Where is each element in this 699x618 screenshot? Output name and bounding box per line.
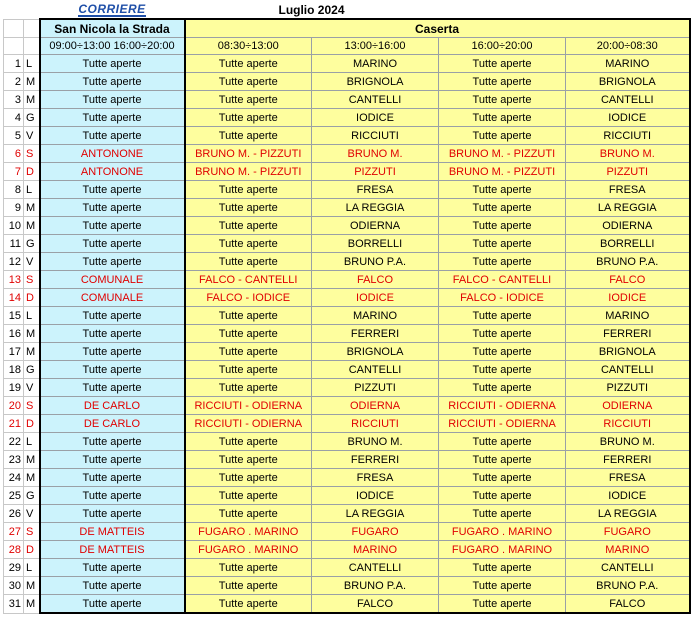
san-nicola-cell[interactable]: DE MATTEIS xyxy=(40,541,185,559)
title-row xyxy=(4,2,690,19)
day-letter[interactable]: G xyxy=(24,235,40,253)
table-row xyxy=(4,307,690,325)
caserta-cell-4[interactable]: MARINO xyxy=(566,541,690,559)
day-letter[interactable]: G xyxy=(24,109,40,127)
caserta-cell-4[interactable]: BRUNO M. xyxy=(566,433,690,451)
day-number[interactable]: 23 xyxy=(4,451,24,469)
day-number[interactable]: 20 xyxy=(4,397,24,415)
caserta-cell-4[interactable]: RICCIUTI xyxy=(566,415,690,433)
caserta-cell-4[interactable]: FERRERI xyxy=(566,325,690,343)
day-number[interactable]: 27 xyxy=(4,523,24,541)
caserta-cell-3[interactable]: Tutte aperte xyxy=(439,577,566,595)
caserta-cell-3[interactable]: FALCO - IODICE xyxy=(439,289,566,307)
caserta-cell-4[interactable]: BORRELLI xyxy=(566,235,690,253)
day-number[interactable]: 13 xyxy=(4,271,24,289)
san-nicola-cell[interactable]: Tutte aperte xyxy=(40,181,185,199)
caserta-cell-3[interactable]: Tutte aperte xyxy=(439,505,566,523)
caserta-cell-4[interactable]: PIZZUTI xyxy=(566,379,690,397)
day-letter[interactable]: V xyxy=(24,505,40,523)
caserta-cell-3[interactable]: Tutte aperte xyxy=(439,595,566,614)
caserta-cell-2[interactable]: FALCO xyxy=(312,595,439,614)
day-number[interactable]: 4 xyxy=(4,109,24,127)
caserta-cell-2[interactable]: CANTELLI xyxy=(312,91,439,109)
shift-san-nicola[interactable]: 09:00÷13:00 16:00÷20:00 xyxy=(40,38,185,55)
san-nicola-cell[interactable]: Tutte aperte xyxy=(40,451,185,469)
caserta-cell-2[interactable]: BRUNO M. xyxy=(312,145,439,163)
day-number[interactable]: 16 xyxy=(4,325,24,343)
caserta-cell-3[interactable]: BRUNO M. - PIZZUTI xyxy=(439,145,566,163)
caserta-cell-1[interactable]: Tutte aperte xyxy=(185,343,312,361)
day-number[interactable]: 3 xyxy=(4,91,24,109)
caserta-cell-3[interactable]: Tutte aperte xyxy=(439,109,566,127)
caserta-cell-2[interactable]: FERRERI xyxy=(312,451,439,469)
caserta-cell-1[interactable]: FUGARO . MARINO xyxy=(185,523,312,541)
caserta-cell-1[interactable]: Tutte aperte xyxy=(185,325,312,343)
caserta-cell-2[interactable]: BRIGNOLA xyxy=(312,73,439,91)
table-row xyxy=(4,577,690,595)
day-letter[interactable]: M xyxy=(24,469,40,487)
location-row xyxy=(4,19,690,38)
table-row xyxy=(4,235,690,253)
san-nicola-cell[interactable]: Tutte aperte xyxy=(40,235,185,253)
san-nicola-cell[interactable]: Tutte aperte xyxy=(40,253,185,271)
caserta-cell-3[interactable]: FALCO - CANTELLI xyxy=(439,271,566,289)
day-letter[interactable]: M xyxy=(24,325,40,343)
caserta-cell-1[interactable]: Tutte aperte xyxy=(185,577,312,595)
day-letter[interactable]: V xyxy=(24,127,40,145)
caserta-cell-2[interactable]: CANTELLI xyxy=(312,559,439,577)
table-row xyxy=(4,523,690,541)
caserta-cell-4[interactable]: FRESA xyxy=(566,181,690,199)
caserta-cell-2[interactable]: RICCIUTI xyxy=(312,127,439,145)
caserta-cell-1[interactable]: Tutte aperte xyxy=(185,451,312,469)
day-letter[interactable]: D xyxy=(24,415,40,433)
corriere-logo: CORRIERE xyxy=(78,2,146,16)
caserta-cell-3[interactable]: Tutte aperte xyxy=(439,217,566,235)
table-row xyxy=(4,397,690,415)
day-letter[interactable]: S xyxy=(24,523,40,541)
day-letter[interactable]: M xyxy=(24,91,40,109)
caserta-cell-1[interactable]: FALCO - CANTELLI xyxy=(185,271,312,289)
caserta-cell-4[interactable]: ODIERNA xyxy=(566,217,690,235)
caserta-cell-2[interactable]: IODICE xyxy=(312,487,439,505)
day-letter[interactable]: M xyxy=(24,217,40,235)
location-san-nicola[interactable]: San Nicola la Strada xyxy=(40,19,185,38)
day-letter[interactable]: L xyxy=(24,559,40,577)
caserta-cell-2[interactable]: LA REGGIA xyxy=(312,505,439,523)
caserta-cell-4[interactable]: CANTELLI xyxy=(566,91,690,109)
day-number[interactable]: 18 xyxy=(4,361,24,379)
caserta-cell-3[interactable]: Tutte aperte xyxy=(439,487,566,505)
caserta-cell-2[interactable]: ODIERNA xyxy=(312,217,439,235)
day-letter[interactable]: S xyxy=(24,145,40,163)
day-number[interactable]: 11 xyxy=(4,235,24,253)
table-row xyxy=(4,163,690,181)
day-number[interactable]: 6 xyxy=(4,145,24,163)
san-nicola-cell[interactable]: Tutte aperte xyxy=(40,469,185,487)
caserta-cell-2[interactable]: FALCO xyxy=(312,271,439,289)
day-letter[interactable]: D xyxy=(24,541,40,559)
day-letter[interactable]: G xyxy=(24,487,40,505)
day-letter[interactable]: M xyxy=(24,73,40,91)
caserta-cell-2[interactable]: BRIGNOLA xyxy=(312,343,439,361)
table-row xyxy=(4,541,690,559)
day-number[interactable]: 1 xyxy=(4,55,24,73)
shift-table xyxy=(3,2,691,614)
caserta-cell-1[interactable]: Tutte aperte xyxy=(185,109,312,127)
san-nicola-cell[interactable]: Tutte aperte xyxy=(40,577,185,595)
san-nicola-cell[interactable]: Tutte aperte xyxy=(40,127,185,145)
day-letter[interactable]: M xyxy=(24,577,40,595)
caserta-cell-2[interactable]: MARINO xyxy=(312,307,439,325)
caserta-cell-1[interactable]: FUGARO . MARINO xyxy=(185,541,312,559)
day-letter[interactable]: L xyxy=(24,181,40,199)
day-letter[interactable]: G xyxy=(24,361,40,379)
day-number[interactable]: 2 xyxy=(4,73,24,91)
caserta-cell-4[interactable]: MARINO xyxy=(566,307,690,325)
caserta-cell-4[interactable]: FALCO xyxy=(566,595,690,614)
day-letter[interactable]: D xyxy=(24,163,40,181)
table-row xyxy=(4,199,690,217)
day-letter[interactable]: M xyxy=(24,199,40,217)
caserta-cell-3[interactable]: Tutte aperte xyxy=(439,253,566,271)
caserta-cell-1[interactable]: Tutte aperte xyxy=(185,127,312,145)
caserta-cell-1[interactable]: Tutte aperte xyxy=(185,55,312,73)
san-nicola-cell[interactable]: Tutte aperte xyxy=(40,361,185,379)
caserta-cell-3[interactable]: Tutte aperte xyxy=(439,235,566,253)
day-letter[interactable]: M xyxy=(24,595,40,614)
day-number[interactable]: 29 xyxy=(4,559,24,577)
table-row xyxy=(4,559,690,577)
table-row xyxy=(4,343,690,361)
san-nicola-cell[interactable]: Tutte aperte xyxy=(40,433,185,451)
day-letter[interactable]: D xyxy=(24,289,40,307)
table-row xyxy=(4,505,690,523)
caserta-cell-1[interactable]: RICCIUTI - ODIERNA xyxy=(185,415,312,433)
shift-caserta-1[interactable]: 08:30÷13:00 xyxy=(185,38,312,55)
caserta-cell-4[interactable]: RICCIUTI xyxy=(566,127,690,145)
table-row xyxy=(4,325,690,343)
caserta-cell-3[interactable]: Tutte aperte xyxy=(439,361,566,379)
caserta-cell-4[interactable]: CANTELLI xyxy=(566,559,690,577)
caserta-cell-1[interactable]: Tutte aperte xyxy=(185,235,312,253)
shift-caserta-4[interactable]: 20:00÷08:30 xyxy=(566,38,690,55)
caserta-cell-4[interactable]: MARINO xyxy=(566,55,690,73)
shift-caserta-3[interactable]: 16:00÷20:00 xyxy=(439,38,566,55)
caserta-cell-4[interactable]: LA REGGIA xyxy=(566,505,690,523)
day-number[interactable]: 24 xyxy=(4,469,24,487)
day-letter[interactable]: L xyxy=(24,55,40,73)
table-row xyxy=(4,415,690,433)
shift-caserta-2[interactable]: 13:00÷16:00 xyxy=(312,38,439,55)
caserta-cell-2[interactable]: ODIERNA xyxy=(312,397,439,415)
san-nicola-cell[interactable]: Tutte aperte xyxy=(40,91,185,109)
caserta-cell-3[interactable]: Tutte aperte xyxy=(439,73,566,91)
caserta-cell-1[interactable]: FALCO - IODICE xyxy=(185,289,312,307)
table-row xyxy=(4,55,690,73)
caserta-cell-4[interactable]: FRESA xyxy=(566,469,690,487)
caserta-cell-1[interactable]: Tutte aperte xyxy=(185,505,312,523)
location-caserta[interactable]: Caserta xyxy=(185,19,690,38)
san-nicola-cell[interactable]: Tutte aperte xyxy=(40,559,185,577)
caserta-cell-1[interactable]: Tutte aperte xyxy=(185,253,312,271)
table-row xyxy=(4,487,690,505)
caserta-cell-4[interactable]: BRUNO P.A. xyxy=(566,253,690,271)
table-row xyxy=(4,145,690,163)
caserta-cell-3[interactable]: RICCIUTI - ODIERNA xyxy=(439,397,566,415)
table-row xyxy=(4,253,690,271)
day-letter[interactable]: L xyxy=(24,307,40,325)
caserta-cell-4[interactable]: IODICE xyxy=(566,289,690,307)
day-number[interactable]: 14 xyxy=(4,289,24,307)
san-nicola-cell[interactable]: Tutte aperte xyxy=(40,217,185,235)
caserta-cell-2[interactable]: PIZZUTI xyxy=(312,379,439,397)
table-row xyxy=(4,91,690,109)
san-nicola-cell[interactable]: DE CARLO xyxy=(40,397,185,415)
day-letter[interactable]: S xyxy=(24,271,40,289)
caserta-cell-1[interactable]: Tutte aperte xyxy=(185,361,312,379)
table-row xyxy=(4,271,690,289)
day-number[interactable]: 31 xyxy=(4,595,24,614)
caserta-cell-2[interactable]: LA REGGIA xyxy=(312,199,439,217)
caserta-cell-4[interactable]: BRIGNOLA xyxy=(566,73,690,91)
day-number[interactable]: 5 xyxy=(4,127,24,145)
table-row xyxy=(4,379,690,397)
caserta-cell-1[interactable]: Tutte aperte xyxy=(185,433,312,451)
caserta-cell-3[interactable]: Tutte aperte xyxy=(439,307,566,325)
caserta-cell-1[interactable]: Tutte aperte xyxy=(185,91,312,109)
san-nicola-cell[interactable]: ANTONONE xyxy=(40,163,185,181)
caserta-cell-4[interactable]: ODIERNA xyxy=(566,397,690,415)
caserta-cell-1[interactable]: Tutte aperte xyxy=(185,379,312,397)
day-number[interactable]: 17 xyxy=(4,343,24,361)
day-number[interactable]: 26 xyxy=(4,505,24,523)
caserta-cell-3[interactable]: Tutte aperte xyxy=(439,91,566,109)
caserta-cell-2[interactable]: IODICE xyxy=(312,109,439,127)
san-nicola-cell[interactable]: Tutte aperte xyxy=(40,487,185,505)
caserta-cell-4[interactable]: IODICE xyxy=(566,487,690,505)
day-letter[interactable]: S xyxy=(24,397,40,415)
caserta-cell-2[interactable]: RICCIUTI xyxy=(312,415,439,433)
day-letter[interactable]: V xyxy=(24,253,40,271)
caserta-cell-3[interactable]: Tutte aperte xyxy=(439,199,566,217)
caserta-cell-4[interactable]: CANTELLI xyxy=(566,361,690,379)
table-row xyxy=(4,181,690,199)
san-nicola-cell[interactable]: DE CARLO xyxy=(40,415,185,433)
table-row xyxy=(4,469,690,487)
san-nicola-cell[interactable]: Tutte aperte xyxy=(40,505,185,523)
caserta-cell-3[interactable]: Tutte aperte xyxy=(439,433,566,451)
caserta-cell-3[interactable]: Tutte aperte xyxy=(439,343,566,361)
san-nicola-cell[interactable]: Tutte aperte xyxy=(40,595,185,614)
table-row xyxy=(4,127,690,145)
table-row xyxy=(4,217,690,235)
caserta-cell-4[interactable]: PIZZUTI xyxy=(566,163,690,181)
caserta-cell-3[interactable]: Tutte aperte xyxy=(439,325,566,343)
caserta-cell-2[interactable]: BRUNO P.A. xyxy=(312,253,439,271)
caserta-cell-1[interactable]: Tutte aperte xyxy=(185,217,312,235)
day-number[interactable]: 19 xyxy=(4,379,24,397)
day-number[interactable]: 8 xyxy=(4,181,24,199)
caserta-cell-1[interactable]: Tutte aperte xyxy=(185,595,312,614)
day-number[interactable]: 7 xyxy=(4,163,24,181)
logo-cell xyxy=(40,2,185,19)
caserta-cell-2[interactable]: BRUNO M. xyxy=(312,433,439,451)
caserta-cell-3[interactable]: Tutte aperte xyxy=(439,181,566,199)
caserta-cell-2[interactable]: MARINO xyxy=(312,541,439,559)
day-number[interactable]: 22 xyxy=(4,433,24,451)
day-letter[interactable]: V xyxy=(24,379,40,397)
caserta-cell-2[interactable]: CANTELLI xyxy=(312,361,439,379)
san-nicola-cell[interactable]: DE MATTEIS xyxy=(40,523,185,541)
table-row xyxy=(4,361,690,379)
caserta-cell-4[interactable]: FERRERI xyxy=(566,451,690,469)
day-number[interactable]: 25 xyxy=(4,487,24,505)
caserta-cell-1[interactable]: Tutte aperte xyxy=(185,199,312,217)
caserta-cell-1[interactable]: Tutte aperte xyxy=(185,559,312,577)
caserta-cell-2[interactable]: FRESA xyxy=(312,469,439,487)
caserta-cell-2[interactable]: FUGARO xyxy=(312,523,439,541)
caserta-cell-2[interactable]: FERRERI xyxy=(312,325,439,343)
caserta-cell-2[interactable]: BORRELLI xyxy=(312,235,439,253)
table-row xyxy=(4,433,690,451)
day-letter[interactable]: M xyxy=(24,451,40,469)
san-nicola-cell[interactable]: Tutte aperte xyxy=(40,307,185,325)
shift-row xyxy=(4,38,690,55)
san-nicola-cell[interactable]: COMUNALE xyxy=(40,289,185,307)
caserta-cell-2[interactable]: IODICE xyxy=(312,289,439,307)
san-nicola-cell[interactable]: Tutte aperte xyxy=(40,109,185,127)
san-nicola-cell[interactable]: Tutte aperte xyxy=(40,325,185,343)
caserta-cell-3[interactable]: FUGARO . MARINO xyxy=(439,541,566,559)
day-number[interactable]: 9 xyxy=(4,199,24,217)
san-nicola-cell[interactable]: Tutte aperte xyxy=(40,55,185,73)
caserta-cell-3[interactable]: Tutte aperte xyxy=(439,451,566,469)
caserta-cell-3[interactable]: FUGARO . MARINO xyxy=(439,523,566,541)
table-row xyxy=(4,451,690,469)
caserta-cell-4[interactable]: BRIGNOLA xyxy=(566,343,690,361)
caserta-cell-3[interactable]: Tutte aperte xyxy=(439,55,566,73)
san-nicola-cell[interactable]: Tutte aperte xyxy=(40,199,185,217)
caserta-cell-1[interactable]: Tutte aperte xyxy=(185,307,312,325)
caserta-cell-4[interactable]: LA REGGIA xyxy=(566,199,690,217)
caserta-cell-3[interactable]: BRUNO M. - PIZZUTI xyxy=(439,163,566,181)
day-number[interactable]: 28 xyxy=(4,541,24,559)
day-letter[interactable]: L xyxy=(24,433,40,451)
page-title: Luglio 2024 xyxy=(185,2,439,19)
table-row xyxy=(4,595,690,614)
caserta-cell-1[interactable]: BRUNO M. - PIZZUTI xyxy=(185,145,312,163)
caserta-cell-1[interactable]: Tutte aperte xyxy=(185,73,312,91)
table-row xyxy=(4,73,690,91)
day-number[interactable]: 12 xyxy=(4,253,24,271)
san-nicola-cell[interactable]: Tutte aperte xyxy=(40,73,185,91)
caserta-cell-1[interactable]: RICCIUTI - ODIERNA xyxy=(185,397,312,415)
san-nicola-cell[interactable]: Tutte aperte xyxy=(40,379,185,397)
table-row xyxy=(4,109,690,127)
san-nicola-cell[interactable]: Tutte aperte xyxy=(40,343,185,361)
caserta-cell-4[interactable]: IODICE xyxy=(566,109,690,127)
caserta-cell-1[interactable]: Tutte aperte xyxy=(185,181,312,199)
caserta-cell-1[interactable]: Tutte aperte xyxy=(185,487,312,505)
caserta-cell-3[interactable]: Tutte aperte xyxy=(439,379,566,397)
caserta-cell-1[interactable]: Tutte aperte xyxy=(185,469,312,487)
day-letter[interactable]: M xyxy=(24,343,40,361)
caserta-cell-4[interactable]: FALCO xyxy=(566,271,690,289)
caserta-cell-2[interactable]: MARINO xyxy=(312,55,439,73)
san-nicola-cell[interactable]: ANTONONE xyxy=(40,145,185,163)
day-number[interactable]: 30 xyxy=(4,577,24,595)
caserta-cell-3[interactable]: Tutte aperte xyxy=(439,469,566,487)
caserta-cell-1[interactable]: BRUNO M. - PIZZUTI xyxy=(185,163,312,181)
caserta-cell-4[interactable]: FUGARO xyxy=(566,523,690,541)
day-number[interactable]: 10 xyxy=(4,217,24,235)
caserta-cell-4[interactable]: BRUNO P.A. xyxy=(566,577,690,595)
caserta-cell-3[interactable]: Tutte aperte xyxy=(439,127,566,145)
caserta-cell-4[interactable]: BRUNO M. xyxy=(566,145,690,163)
day-number[interactable]: 15 xyxy=(4,307,24,325)
caserta-cell-2[interactable]: FRESA xyxy=(312,181,439,199)
caserta-cell-2[interactable]: BRUNO P.A. xyxy=(312,577,439,595)
day-number[interactable]: 21 xyxy=(4,415,24,433)
table-row xyxy=(4,289,690,307)
caserta-cell-3[interactable]: RICCIUTI - ODIERNA xyxy=(439,415,566,433)
caserta-cell-2[interactable]: PIZZUTI xyxy=(312,163,439,181)
caserta-cell-3[interactable]: Tutte aperte xyxy=(439,559,566,577)
san-nicola-cell[interactable]: COMUNALE xyxy=(40,271,185,289)
